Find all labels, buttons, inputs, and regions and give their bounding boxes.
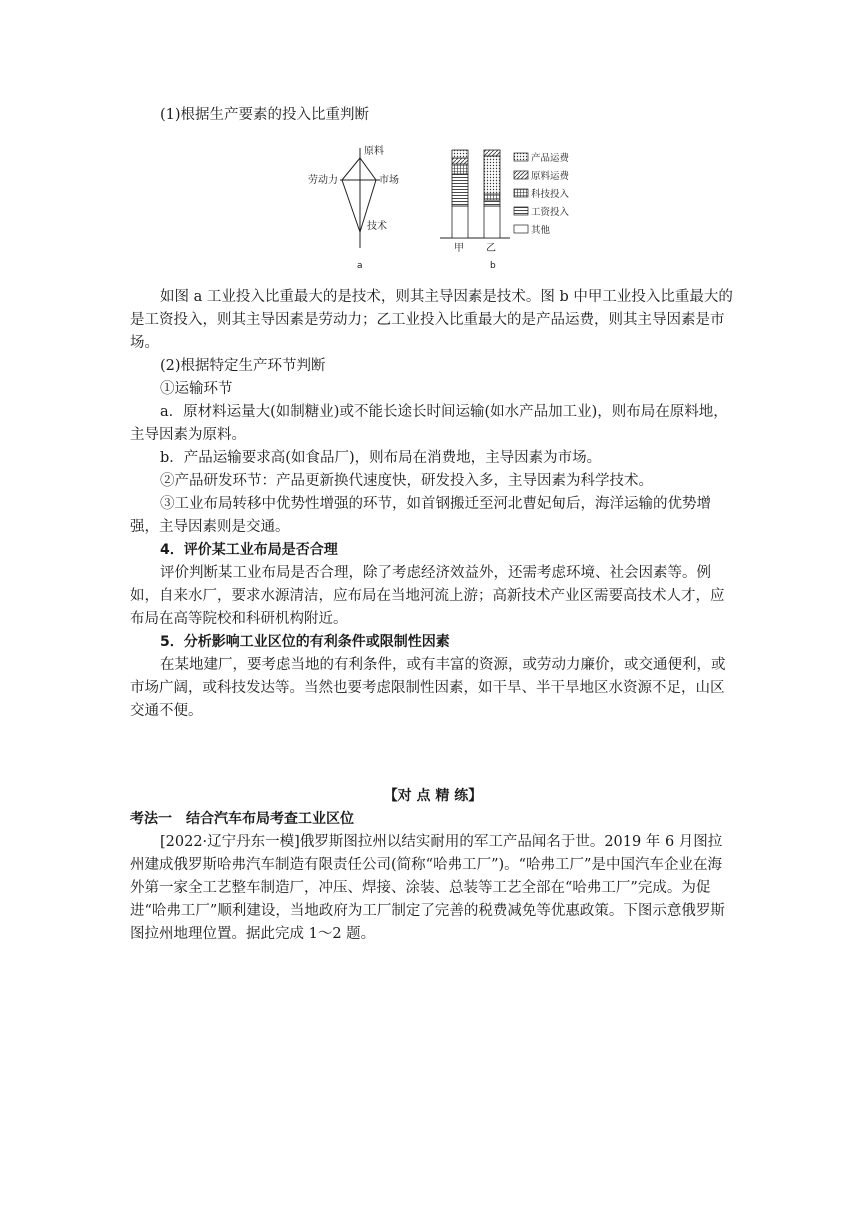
item-transport-b: b．产品运输要求高(如食品厂)，则布局在消费地，主导因素为市场。 — [160, 450, 602, 466]
legend-wage: 工资投入 — [531, 207, 570, 218]
figure-a — [308, 144, 399, 271]
bar-yi-other — [484, 206, 500, 238]
heading-4: 4．评价某工业布局是否合理 — [160, 542, 338, 558]
item-rnd: ②产品研发环节：产品更新换代速度快，研发投入多，主导因素为科学技术。 — [160, 473, 653, 489]
item-transport-a: a．原材料运量大(如制糖业)或不能长途长时间运输(如水产品加工业)，则布局在原料地，主导因素为原料。 — [130, 404, 728, 443]
a-label-left: 劳动力 — [308, 175, 338, 186]
bar-yi-product — [484, 156, 500, 194]
item-transport: ①运输环节 — [160, 381, 233, 397]
a-label-top: 原料 — [364, 146, 384, 157]
bar-yi-wage — [484, 200, 500, 206]
bar-jia-wage — [452, 174, 468, 206]
legend-raw: 原料运费 — [531, 171, 570, 182]
practice-title: 【对 点 精 练】 — [383, 788, 483, 804]
bar-yi-raw — [484, 150, 500, 156]
bar-jia-other — [452, 206, 468, 238]
a-caption: a — [357, 261, 363, 271]
item-relocation: ③工业布局转移中优势性增强的环节，如首钢搬迁至河北曹妃甸后，海洋运输的优势增强，主导因素则是交通。 — [130, 496, 711, 535]
legend-tech: 科技投入 — [531, 189, 570, 200]
legend-other: 其他 — [531, 225, 551, 236]
bar-jia-tech — [452, 164, 468, 174]
paragraph-figure-explanation: 如图 a 工业投入比重最大的是技术，则其主导因素是技术。图 b 中甲工业投入比重最大的是工资投入，则其主导因素是劳动力；乙工业投入比重最大的是产品运费，则其主导因素是市场。 — [130, 289, 733, 351]
b-caption: b — [490, 261, 496, 271]
method-1-heading: 考法一 结合汽车布局考查工业区位 — [130, 811, 354, 827]
paragraph-4: 评价判断某工业布局是否合理，除了考虑经济效益外，还需考虑环境、社会因素等。例如，自来水厂，要求水源清洁，应布局在当地河流上游；高新技术产业区需要高技术人才，应布局在高等院校和科研机构附近。 — [130, 565, 725, 627]
section-2-heading: (2)根据特定生产环节判断 — [160, 358, 326, 374]
bar-jia-product — [452, 150, 468, 158]
a-label-bottom: 技术 — [367, 221, 387, 232]
section-1-heading: (1)根据生产要素的投入比重判断 — [160, 107, 370, 123]
production-factors-figure — [300, 140, 600, 275]
heading-5: 5．分析影响工业区位的有利条件或限制性因素 — [160, 634, 450, 650]
b-legend — [514, 152, 570, 236]
legend-product: 产品运费 — [531, 153, 570, 164]
figure-b — [440, 150, 570, 271]
bar-yi-tech — [484, 194, 500, 200]
bar-jia-raw — [452, 158, 468, 164]
paragraph-5: 在某地建厂，要考虑当地的有利条件，或有丰富的资源，或劳动力廉价，或交通便利，或市场广阔，或科技发达等。当然也要考虑限制性因素，如干旱、半干旱地区水资源不足，山区交通不便。 — [130, 657, 726, 719]
b-xlabel-jia: 甲 — [454, 243, 464, 254]
a-label-right: 市场 — [379, 175, 399, 186]
question-stem: [2022·辽宁丹东一模]俄罗斯图拉州以结实耐用的军工产品闻名于世。2019 年 6 月图拉州建成俄罗斯哈弗汽车制造有限责任公司(简称“哈弗工厂”)。“哈弗工厂”是中国汽车企业在海外第一家全工艺整车制造厂，冲压、焊接、涂装、总装等工艺全部在“哈弗工厂”完成。为促进“哈弗工厂”顺利建设，当地政府为工厂制定了完善的税费减免等优惠政策。下图示意俄罗斯图拉州地理位置。据此完成 1～2 题。 — [130, 834, 725, 942]
b-xlabel-yi: 乙 — [486, 243, 496, 254]
